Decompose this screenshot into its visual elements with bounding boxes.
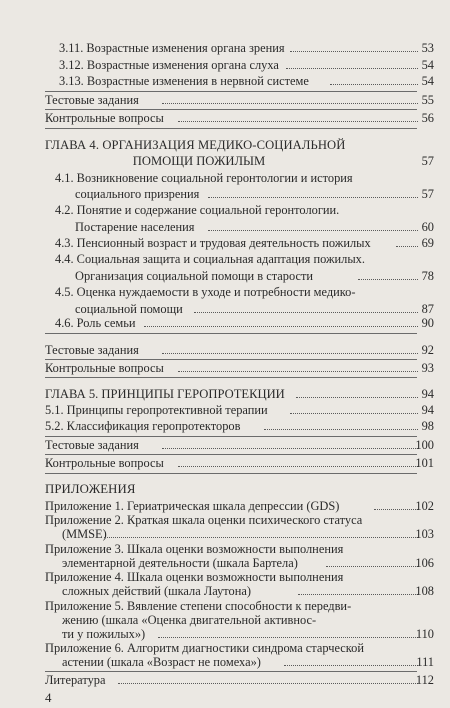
entry-title: Приложение 3. Шкала оценки возможности выполнения [45, 542, 344, 556]
entry-page: 93 [421, 361, 434, 375]
dot-leader [118, 683, 418, 684]
dot-leader [158, 637, 418, 638]
dot-leader [284, 665, 418, 666]
entry-title: Приложение 6. Алгоритм диагностики синдрома старческой [45, 641, 364, 655]
entry-title-cont: социального призрения [75, 187, 200, 201]
toc-entry-4-4[interactable] [0, 268, 450, 285]
entry-page: 112 [415, 673, 434, 687]
entry-title: Приложение 2. Краткая шкала оценки психического статуса [45, 513, 363, 527]
dot-leader [178, 371, 418, 372]
entry-title: Приложение 4. Шкала оценки возможности выполнения [45, 570, 344, 584]
entry-title-cont: сложных действий (шкала Лаутона) [62, 584, 251, 598]
toc-entry-4-1-line1[interactable] [0, 170, 450, 187]
entry-title: Контрольные вопросы [45, 456, 164, 470]
chapter-4-title-line2: ПОМОЩИ ПОЖИЛЫМ [132, 154, 266, 168]
entry-title-cont: астении (шкала «Возраст не помеха») [62, 655, 261, 669]
dot-leader [290, 413, 418, 414]
dot-leader [178, 466, 418, 467]
entry-page: 101 [415, 456, 434, 470]
dot-leader [296, 397, 418, 398]
entry-title: 4.1. Возникновение социальной геронтологии и история [55, 171, 353, 185]
toc-entry-5-1[interactable] [0, 402, 450, 419]
toc-entry-literature[interactable] [0, 672, 450, 689]
toc-entry-control-4[interactable] [0, 360, 450, 377]
entry-title-cont: жению (шкала «Оценка двигательной активнос- [62, 613, 317, 627]
entry-title: 4.5. Оценка нуждаемости в уходе и потребности медико- [55, 285, 356, 299]
entry-title: 5.1. Принципы геропротективной терапии [45, 403, 268, 417]
toc-entry-3-12[interactable] [0, 57, 450, 74]
toc-entry-control-3[interactable] [0, 110, 450, 127]
entry-page: 69 [421, 236, 434, 250]
entry-page: 102 [415, 499, 434, 513]
entry-title: 5.2. Классификация геропротекторов [45, 419, 241, 433]
entry-page: 54 [421, 74, 434, 88]
entry-title-cont: (MMSE) [62, 527, 107, 541]
dot-leader [162, 103, 418, 104]
dot-leader [178, 121, 418, 122]
entry-title-cont: Постарение населения [75, 220, 195, 234]
entry-page: 111 [416, 655, 434, 669]
entry-page: 56 [421, 111, 434, 125]
dot-leader [162, 353, 418, 354]
toc-entry-appendix-6[interactable] [0, 654, 450, 671]
entry-title: 4.6. Роль семьи [55, 316, 136, 330]
entry-page: 87 [421, 302, 434, 316]
entry-title: 3.11. Возрастные изменения органа зрения [59, 41, 285, 55]
entry-title-cont: ти у пожилых») [62, 627, 146, 641]
toc-entry-5-2[interactable] [0, 418, 450, 435]
entry-title: Литература [45, 673, 106, 687]
entry-page: 57 [421, 154, 434, 168]
dot-leader [144, 326, 418, 327]
entry-page: 60 [421, 220, 434, 234]
entry-page: 106 [415, 556, 434, 570]
dot-leader [298, 594, 418, 595]
separator-rule [45, 473, 417, 474]
dot-leader [162, 448, 418, 449]
entry-title: Контрольные вопросы [45, 361, 164, 375]
entry-page: 53 [421, 41, 434, 55]
separator-rule [45, 377, 417, 378]
toc-entry-control-5[interactable] [0, 455, 450, 472]
toc-entry-4-4-line1[interactable] [0, 251, 450, 268]
dot-leader [290, 51, 418, 52]
entry-title: 4.2. Понятие и содержание социальной геронтологии. [55, 203, 340, 217]
entry-title-cont: социальной помощи [75, 302, 183, 316]
entry-page: 57 [421, 187, 434, 201]
entry-title: Тестовые задания [45, 438, 139, 452]
toc-entry-4-5-line1[interactable] [0, 284, 450, 301]
toc-entry-4-2[interactable] [0, 219, 450, 236]
entry-page: 94 [421, 403, 434, 417]
entry-page: 54 [421, 58, 434, 72]
chapter-5-title: ГЛАВА 5. ПРИНЦИПЫ ГЕРОПРОТЕКЦИИ [45, 387, 285, 401]
entry-title-cont: Организация социальной помощи в старости [75, 269, 314, 283]
entry-title: Приложение 5. Вявление степени способности к передви- [45, 599, 352, 613]
entry-title: 3.13. Возрастные изменения в нервной системе [59, 74, 309, 88]
entry-page: 98 [421, 419, 434, 433]
entry-page: 108 [415, 584, 434, 598]
appendices-heading[interactable]: ПРИЛОЖЕНИЯ [45, 482, 136, 496]
dot-leader [208, 197, 418, 198]
page-number: 4 [45, 690, 52, 705]
toc-entry-3-11[interactable] [0, 40, 450, 57]
entry-title: Контрольные вопросы [45, 111, 164, 125]
entry-page: 55 [421, 93, 434, 107]
entry-page: 94 [421, 387, 434, 401]
toc-entry-4-3[interactable] [0, 235, 450, 252]
dot-leader [104, 537, 418, 538]
entry-title: 4.4. Социальная защита и социальная адаптация пожилых. [55, 252, 365, 266]
entry-page: 78 [421, 269, 434, 283]
chapter-4-title-line1[interactable]: ГЛАВА 4. ОРГАНИЗАЦИЯ МЕДИКО-СОЦИАЛЬНОЙ [45, 138, 346, 152]
toc-entry-chapter-4[interactable] [0, 153, 450, 170]
dot-leader [208, 230, 418, 231]
toc-entry-tests-3[interactable] [0, 92, 450, 109]
dot-leader [194, 312, 418, 313]
entry-page: 110 [415, 627, 434, 641]
separator-rule [45, 333, 417, 334]
entry-title-cont: элементарной деятельности (шкала Бартела) [62, 556, 298, 570]
entry-page: 90 [421, 316, 434, 330]
dot-leader [264, 429, 418, 430]
entry-title: Тестовые задания [45, 93, 139, 107]
entry-title: 3.12. Возрастные изменения органа слуха [59, 58, 279, 72]
entry-page: 92 [421, 343, 434, 357]
entry-title: Тестовые задания [45, 343, 139, 357]
toc-entry-tests-5[interactable] [0, 437, 450, 454]
entry-title: Приложение 1. Гериатрическая шкала депрессии (GDS) [45, 499, 340, 513]
dot-leader [286, 68, 418, 69]
entry-title: 4.3. Пенсионный возраст и трудовая деятельность пожилых [55, 236, 371, 250]
toc-entry-chapter-5[interactable] [0, 386, 450, 403]
toc-entry-4-2-line1[interactable] [0, 202, 450, 219]
toc-entry-4-6[interactable] [0, 315, 450, 332]
entry-page: 100 [415, 438, 434, 452]
separator-rule [45, 128, 417, 129]
toc-entry-tests-4[interactable] [0, 342, 450, 359]
toc-entry-4-1[interactable] [0, 186, 450, 203]
entry-page: 103 [415, 527, 434, 541]
toc-entry-3-13[interactable] [0, 73, 450, 90]
